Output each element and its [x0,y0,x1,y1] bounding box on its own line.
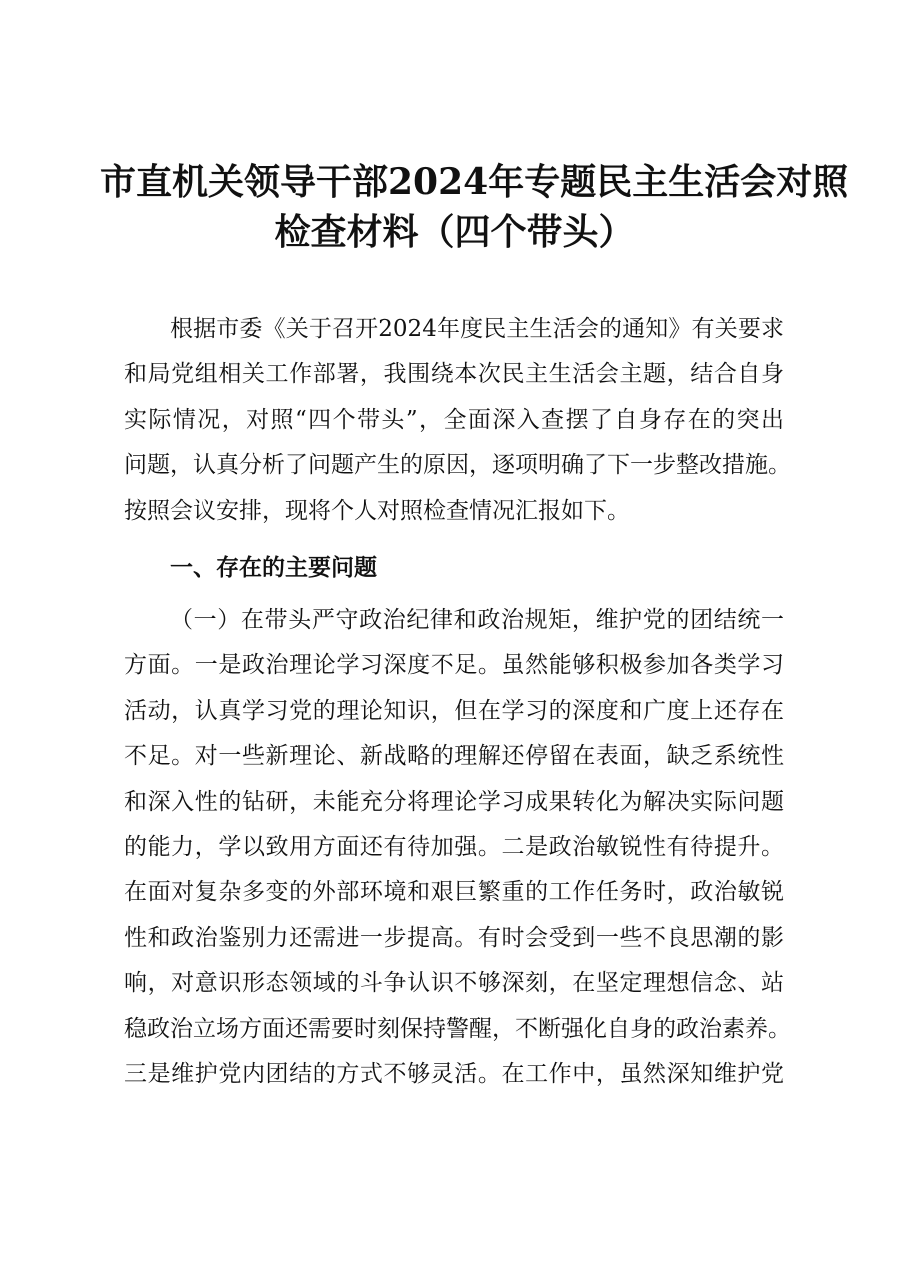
section-line: 活动，认真学习党的理论知识，但在学习的深度和广度上还存在 [124,697,784,724]
section-line: 稳政治立场方面还需要时刻保持警醒，不断强化自身的政治素养。 [124,1015,791,1042]
section-line: 在面对复杂多变的外部环境和艰巨繁重的工作任务时，政治敏锐 [124,879,784,906]
intro-line: 实际情况，对照“四个带头”，全面深入查摆了自身存在的突出 [124,406,784,433]
intro-paragraph [124,307,791,534]
section-line: 和深入性的钻研，未能充分将理论学习成果转化为解决实际问题 [124,788,784,815]
section-line: 性和政治鉴别力还需进一步提高。有时会受到一些不良思潮的影 [124,924,784,951]
section-heading: 一、存在的主要问题 [170,555,377,581]
intro-line: 按照会议安排，现将个人对照检查情况汇报如下。 [124,497,630,524]
section-line: 不足。对一些新理论、新战略的理解还停留在表面，缺乏系统性 [124,743,784,770]
section-line: 方面。一是政治理论学习深度不足。虽然能够积极参加各类学习 [124,652,784,679]
section-line: 的能力，学以致用方面还有待加强。二是政治敏锐性有待提升。 [124,834,784,861]
intro-line: 问题，认真分析了问题产生的原因，逐项明确了下一步整改措施。 [124,452,791,479]
section-line: （一）在带头严守政治纪律和政治规矩，维护党的团结统一 [170,607,784,633]
intro-line: 根据市委《关于召开2024年度民主生活会的通知》有关要求 [170,316,784,342]
title-line-1: 市直机关领导干部2024年专题民主生活会对照 [100,161,849,203]
title-line-2: 检查材料（四个带头） [274,211,635,253]
document-title [100,157,849,257]
intro-line: 和局党组相关工作部署，我围绕本次民主生活会主题，结合自身 [124,361,784,388]
section-line: 响，对意识形态领域的斗争认识不够深刻，在坚定理想信念、站 [124,970,784,997]
section-paragraph [124,598,791,1097]
section-line: 三是维护党内团结的方式不够灵活。在工作中，虽然深知维护党 [124,1061,784,1088]
